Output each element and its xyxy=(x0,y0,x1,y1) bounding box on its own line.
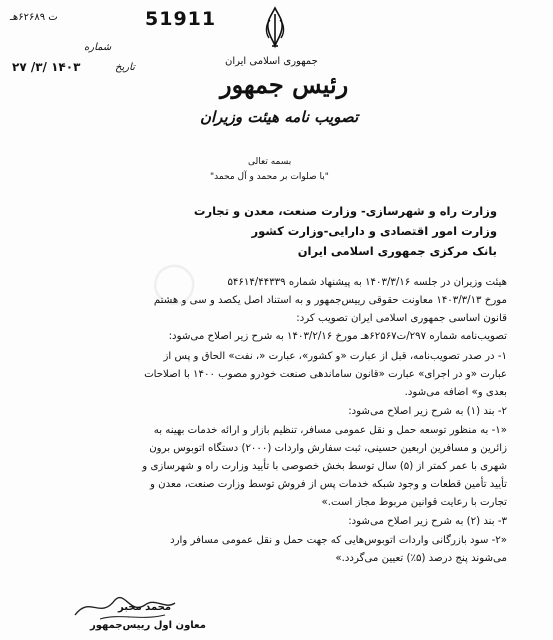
watermark: ◯ xyxy=(140,250,205,316)
body-line: هیئت وزیران در جلسه ۱۴۰۳/۳/۱۶ به پیشنهاد شماره ۵۴۶۱۴/۴۴۳۳۹ xyxy=(227,277,507,288)
body-line: شهری با عمر کمتر از (۵) سال توسط بخش خصوصی با تأیید وزارت راه و شهرسازی و xyxy=(142,461,507,472)
body-line: «۱- به منظور توسعه حمل و نقل عمومی مسافر، تنظیم بازار و ارائه خدمات بهینه به xyxy=(153,425,507,436)
salawat: "با صلوات بر محمد و آل محمد" xyxy=(210,172,329,182)
body-line: «۲- سود بازرگانی واردات اتوبوس‌هایی که جهت حمل و نقل عمومی مسافر وارد xyxy=(170,535,507,546)
addressee-line: وزارت راه و شهرسازی- وزارت صنعت، معدن و تجارت xyxy=(193,204,497,218)
president-heading: رئیس جمهور xyxy=(220,70,349,99)
body-line: ۳- بند (۲) به شرح زیر اصلاح می‌شود: xyxy=(348,516,507,527)
bismillah: بسمه تعالی xyxy=(248,157,292,167)
date-label: تاریخ xyxy=(115,62,135,73)
body-line: تجارت با رعایت قوانین مربوط مجاز است.» xyxy=(321,497,507,508)
signatory-title: معاون اول رییس‌جمهور xyxy=(90,620,206,631)
decree-heading: تصویب نامه هیئت وزیران xyxy=(200,108,359,126)
document-number: 51911 xyxy=(145,8,217,30)
body-line: عبارت «و در اجرای» عبارت «قانون ساماندهی صنعت خودرو مصوب ۱۴۰۰ با اصلاحات xyxy=(144,369,507,380)
body-line: بعدی و» اضافه می‌شود. xyxy=(404,387,507,398)
iran-emblem-icon xyxy=(262,6,288,50)
addressee-line: وزارت امور اقتصادی و دارایی-وزارت کشور xyxy=(251,224,497,238)
body-line: ۱- در صدر تصویب‌نامه، قبل از عبارت «و کشور»، عبارت «، نفت» الحاق و پس از xyxy=(163,351,507,362)
addressee-line: بانک مرکزی جمهوری اسلامی ایران xyxy=(297,244,497,258)
body-line: تصویب‌نامه شماره ۲۹۷/ت۶۲۵۶۷هـ مورخ ۱۴۰۳/۲/۱۶ به شرح زیر اصلاح می‌شود: xyxy=(168,331,507,342)
body-line: زائرین و مسافرین اربعین حسینی، ثبت سفارش واردات (۲۰۰۰) دستگاه اتوبوس برون xyxy=(149,443,507,454)
republic-heading: جمهوری اسلامی ایران xyxy=(225,56,318,67)
body-line: ۲- بند (۱) به شرح زیر اصلاح می‌شود: xyxy=(348,406,507,417)
reference-tag: ت ۶۲۶۸۹هـ xyxy=(10,12,58,23)
body-line: می‌شوند پنج درصد (۵٪) تعیین می‌گردد.» xyxy=(335,553,507,564)
body-line: تأیید تأمین قطعات و وجود شبکه خدمات پس از فروش توسط وزارت صنعت، معدن و xyxy=(150,479,507,490)
date-value: ۱۴۰۳ /۳/ ۲۷ xyxy=(12,60,81,74)
number-label: شماره xyxy=(84,42,112,53)
body-line: قانون اساسی جمهوری اسلامی ایران تصویب کرد: xyxy=(296,313,507,324)
body-line: مورخ ۱۴۰۳/۳/۱۳ معاونت حقوقی رییس‌جمهور و به استناد اصل یکصد و سی و هشتم xyxy=(153,295,507,306)
signatory-name: محمد مخبر xyxy=(118,602,172,613)
